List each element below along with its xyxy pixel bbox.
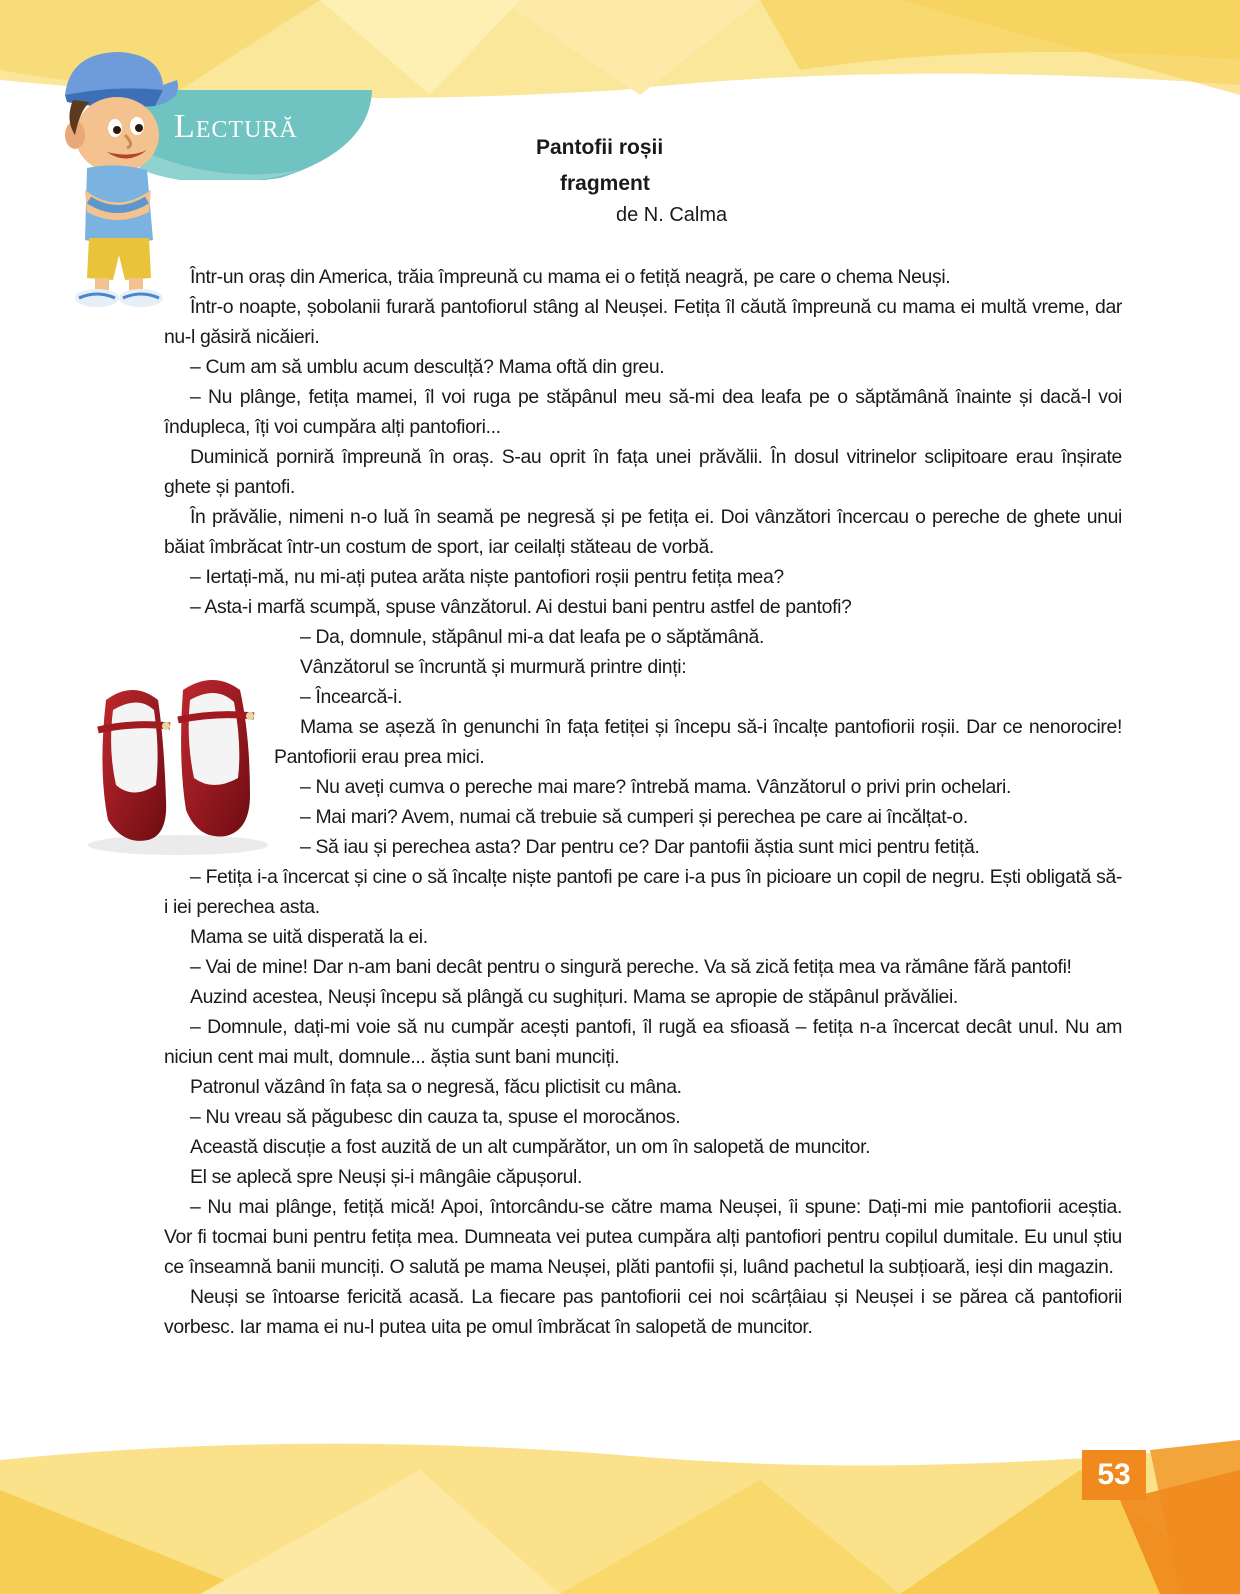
- paragraph: – Nu mai plânge, fetiță mică! Apoi, întorcându-se către mama Neușei, îi spune: Dați-mi mie pantofiorii aceștia. Vor fi tocmai buni pentru fetița mea. Dumneata vei putea cumpăra alți pantofiori pentru copilul dumitale. Eu unul știu ce înseamnă banii munciți. O salută pe mama Neușei, plăti pantofii și, luând pachetul la subțioară, ieși din magazin.: [164, 1196, 1122, 1278]
- paragraph: Într-un oraș din America, trăia împreună cu mama ei o fetiță neagră, pe care o chema Neuși.: [190, 266, 951, 288]
- paragraph: – Mai mari? Avem, numai că trebuie să cumperi și perechea pe care ai încălțat-o.: [300, 806, 968, 828]
- paragraph: Mama se uită disperată la ei.: [190, 926, 428, 948]
- paragraph: În prăvălie, nimeni n-o luă în seamă pe negresă și pe fetița ei. Doi vânzători încercau o pereche de ghete unui băiat îmbrăcat într-un costum de sport, iar ceilalți stăteau de vorbă.: [164, 506, 1122, 558]
- paragraph: – Asta-i marfă scumpă, spuse vânzătorul. Ai destui bani pentru astfel de pantofi?: [190, 596, 852, 618]
- paragraph: – Fetița i-a încercat și cine o să încalțe niște pantofi pe care i-a pus în picioare un copil de negru. Ești obligată să-i iei perechea asta.: [164, 866, 1122, 918]
- paragraph: – Nu vreau să păgubesc din cauza ta, spuse el morocănos.: [190, 1106, 681, 1128]
- section-label: Lectură: [174, 108, 298, 145]
- paragraph: – Încearcă-i.: [300, 686, 403, 708]
- paragraph: – Nu aveți cumva o pereche mai mare? întrebă mama. Vânzătorul o privi prin ochelari.: [300, 776, 1012, 798]
- paragraph: Auzind acestea, Neuși începu să plângă cu sughițuri. Mama se apropie de stăpânul prăvăliei.: [190, 986, 958, 1008]
- paragraph: El se aplecă spre Neuși și-i mângâie căpușorul.: [190, 1166, 583, 1188]
- paragraph: Duminică porniră împreună în oraș. S-au oprit în fața unei prăvălii. În dosul vitrinelor sclipitoare erau înșirate ghete și pantofi.: [164, 446, 1122, 498]
- story-subtitle: fragment: [560, 172, 650, 195]
- paragraph: Neuși se întoarse fericită acasă. La fiecare pas pantofiorii cei noi scârțâiau și Neușei i se părea că pantofiorii vorbesc. Iar mama ei nu-l putea uita pe omul îmbrăcat în salopetă de muncitor.: [164, 1286, 1122, 1338]
- paragraph: – Domnule, dați-mi voie să nu cumpăr acești pantofi, îl rugă ea sfioasă – fetița n-a încercat decât unul. Nu am niciun cent mai mult, domnule... ăștia sunt bani munciți.: [164, 1016, 1122, 1068]
- paragraph: – Iertați-mă, nu mi-ați putea arăta niște pantofiori roșii pentru fetița mea?: [190, 566, 784, 588]
- paragraph: – Nu plânge, fetița mamei, îl voi ruga pe stăpânul meu să-mi dea leafa pe o săptămână înainte și dacă-l voi îndupleca, îți voi cumpăra alți pantofiori...: [164, 386, 1122, 438]
- page-number: 53: [1082, 1450, 1146, 1500]
- paragraph: Mama se așeză în genunchi în fața fetiței și începu să-i încalțe pantofiorii roșii. Dar ce nenorocire! Pantofiorii erau prea mici.: [274, 716, 1122, 768]
- paragraph: Într-o noapte, șobolanii furară pantofiorul stâng al Neușei. Fetița îl căută împreună cu mama ei multă vreme, dar nu-l găsiră nicăieri.: [164, 296, 1122, 348]
- boy-mascot-icon: [45, 40, 185, 310]
- paragraph: Această discuție a fost auzită de un alt cumpărător, un om în salopetă de muncitor.: [190, 1136, 871, 1158]
- paragraph: Vânzătorul se încruntă și murmură printre dinți:: [300, 656, 687, 678]
- story-author: de N. Calma: [616, 204, 728, 226]
- paragraph: – Da, domnule, stăpânul mi-a dat leafa pe o săptămână.: [300, 626, 765, 648]
- story-title: Pantofii roșii: [536, 136, 664, 159]
- story-text: [164, 262, 1122, 1342]
- paragraph: Patronul văzând în fața sa o negresă, făcu plictisit cu mâna.: [190, 1076, 682, 1098]
- paragraph: – Să iau și perechea asta? Dar pentru ce? Dar pantofii ăștia sunt mici pentru fetiță.: [300, 836, 980, 858]
- paragraph: – Vai de mine! Dar n-am bani decât pentru o singură pereche. Va să zică fetița mea va rămâne fără pantofi!: [190, 956, 1072, 978]
- paragraph: – Cum am să umblu acum desculță? Mama oftă din greu.: [190, 356, 665, 378]
